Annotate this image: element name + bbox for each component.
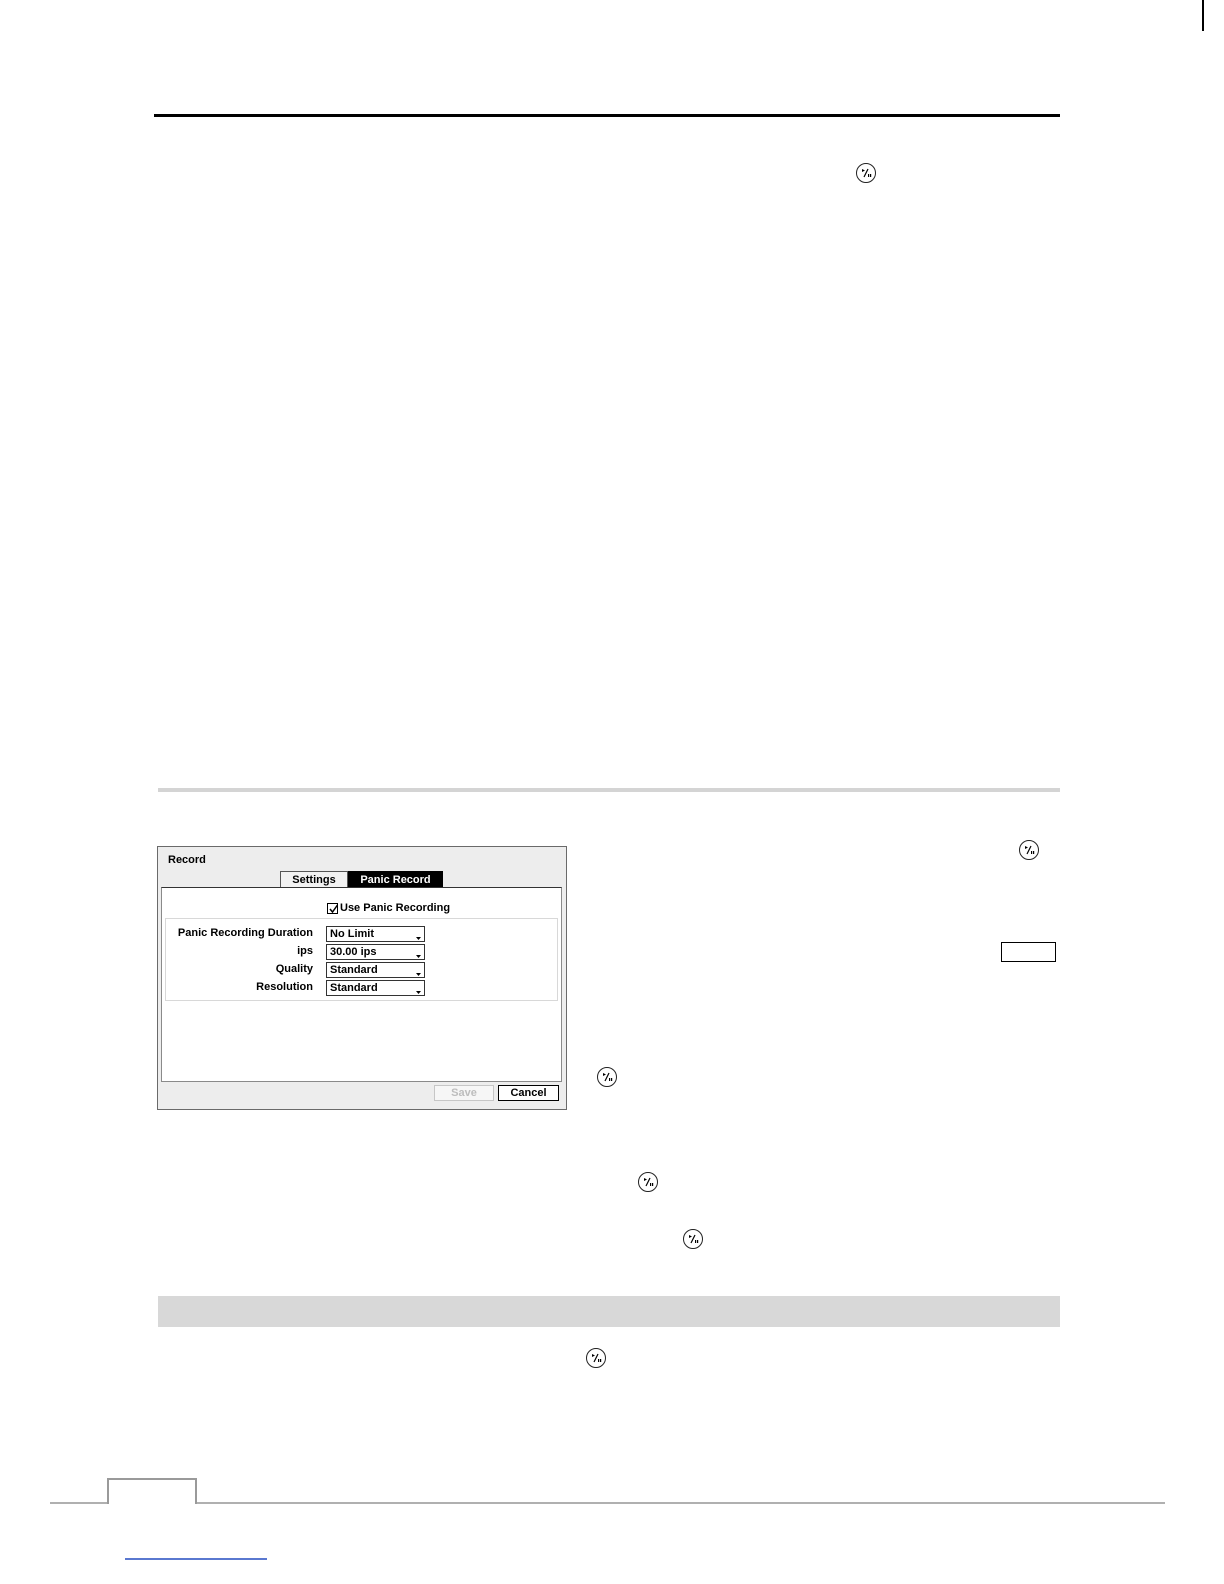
tab-settings[interactable]: Settings (280, 871, 348, 888)
play-pause-key-icon (1019, 840, 1039, 860)
quality-value: Standard (330, 964, 378, 976)
tab-panic-record[interactable]: Panic Record (348, 871, 443, 888)
cancel-button[interactable]: Cancel (498, 1085, 559, 1101)
inline-button-graphic (1001, 942, 1056, 962)
panic-settings-group (165, 918, 558, 1001)
play-pause-key-icon (597, 1067, 617, 1087)
save-button[interactable]: Save (434, 1085, 494, 1101)
resolution-select[interactable] (326, 980, 425, 996)
footer-rule (50, 1502, 1165, 1504)
dialog-title: Record (168, 854, 206, 866)
corner-crop-mark (1202, 0, 1204, 31)
page-number-tab (107, 1478, 197, 1504)
duration-label: Panic Recording Duration (177, 927, 313, 939)
ips-label: ips (297, 945, 313, 957)
use-panic-recording-checkbox[interactable] (327, 903, 338, 914)
chevron-down-icon (416, 937, 421, 940)
resolution-label: Resolution (256, 981, 313, 993)
play-pause-key-icon (638, 1172, 658, 1192)
ips-select[interactable] (326, 944, 425, 960)
duration-value: No Limit (330, 928, 374, 940)
section-rule (158, 788, 1060, 792)
duration-select[interactable] (326, 926, 425, 942)
play-pause-key-icon (683, 1229, 703, 1249)
ips-value: 30.00 ips (330, 946, 377, 958)
chevron-down-icon (416, 973, 421, 976)
header-rule (154, 114, 1060, 117)
note-band (158, 1296, 1060, 1327)
quality-label: Quality (275, 963, 313, 975)
chevron-down-icon (416, 991, 421, 994)
play-pause-key-icon (586, 1348, 606, 1368)
record-dialog (157, 846, 567, 1110)
dialog-body (161, 887, 562, 1082)
resolution-value: Standard (330, 982, 378, 994)
chevron-down-icon (416, 955, 421, 958)
play-pause-key-icon (856, 163, 876, 183)
footer-link-underline (125, 1558, 267, 1560)
quality-select[interactable] (326, 962, 425, 978)
use-panic-recording-option[interactable] (327, 902, 450, 914)
use-panic-recording-label: Use Panic Recording (340, 902, 451, 914)
